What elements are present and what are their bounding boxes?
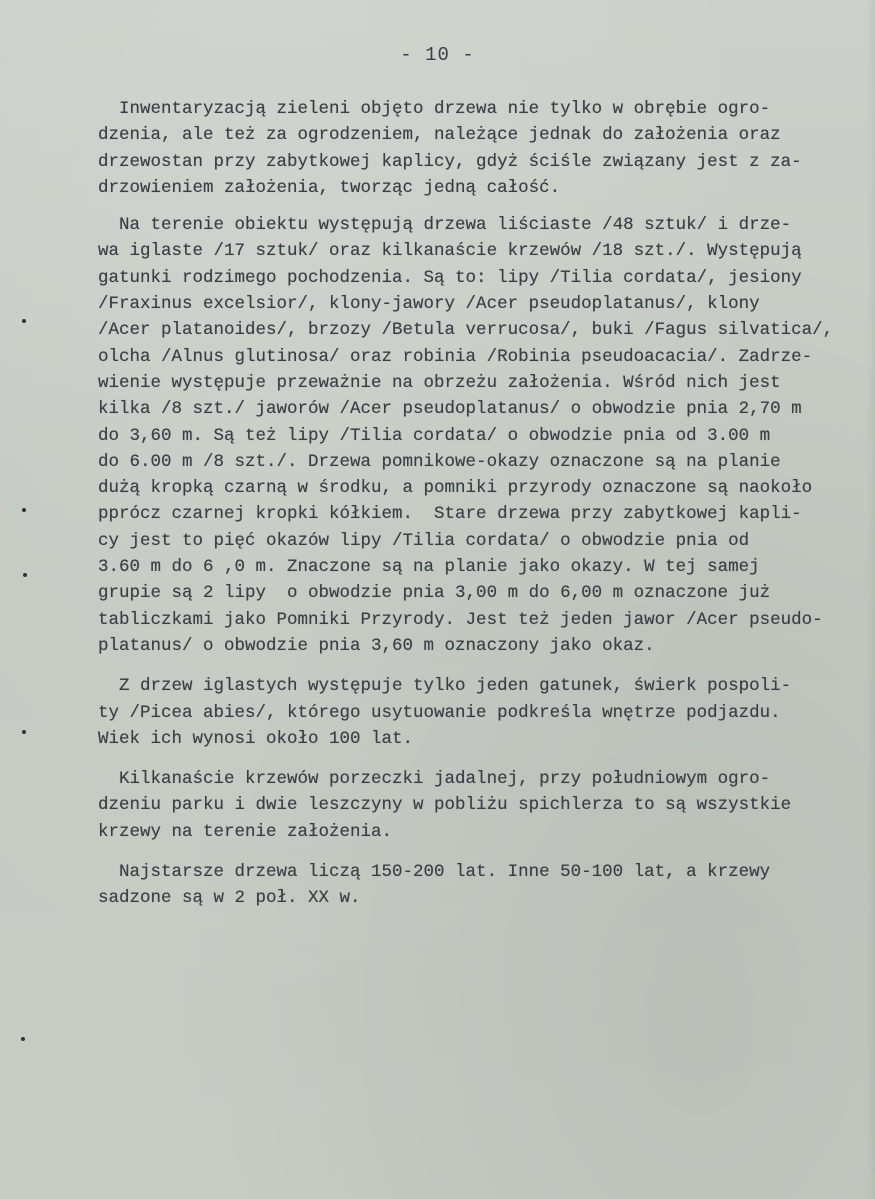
document-body bbox=[98, 96, 858, 912]
text-line: krzewy na terenie założenia. bbox=[98, 821, 393, 842]
text-line: platanus/ o obwodzie pnia 3,60 m oznaczony jako okaz. bbox=[98, 635, 655, 656]
text-line: grupie są 2 lipy o obwodzie pnia 3,00 m do 6,00 m oznaczone już bbox=[98, 583, 771, 604]
page-number: - 10 - bbox=[400, 44, 475, 66]
paragraph bbox=[98, 212, 858, 659]
text-line: dzenia, ale też za ogrodzeniem, należące jednak do założenia oraz bbox=[98, 125, 781, 146]
text-line: Na terenie obiektu występują drzewa liściaste /48 sztuk/ i drze- bbox=[98, 215, 792, 236]
paragraph bbox=[98, 766, 858, 845]
text-line: wienie występuje przeważnie na obrzeżu założenia. Wśród nich jest bbox=[98, 372, 781, 393]
text-line: Najstarsze drzewa liczą 150-200 lat. Inne 50-100 lat, a krzewy bbox=[98, 862, 771, 883]
text-line: kilka /8 szt./ jaworów /Acer pseudoplatanus/ o obwodzie pnia 2,70 m bbox=[98, 399, 802, 420]
margin-mark bbox=[22, 730, 26, 734]
text-line: Inwentaryzacją zieleni objęto drzewa nie tylko w obrębie ogro- bbox=[98, 99, 771, 119]
text-line: olcha /Alnus glutinosa/ oraz robinia /Robinia pseudoacacia/. Zadrze- bbox=[98, 346, 813, 367]
text-line: drzewostan przy zabytkowej kaplicy, gdyż ściśle związany jest z za- bbox=[98, 151, 802, 172]
paragraph bbox=[98, 96, 858, 201]
margin-mark bbox=[21, 1037, 25, 1041]
paragraph-spacing bbox=[98, 659, 858, 673]
text-line: do 3,60 m. Są też lipy /Tilia cordata/ o obwodzie pnia od 3.00 m bbox=[98, 425, 771, 446]
paragraph bbox=[98, 859, 858, 912]
text-line: Z drzew iglastych występuje tylko jeden gatunek, świerk pospoli- bbox=[98, 676, 792, 697]
paragraph-spacing bbox=[98, 201, 858, 212]
text-line: gatunki rodzimego pochodzenia. Są to: lipy /Tilia cordata/, jesiony bbox=[98, 267, 802, 288]
text-line: /Acer platanoides/, brzozy /Betula verrucosa/, buki /Fagus silvatica/, bbox=[98, 320, 834, 341]
text-line: drzowieniem założenia, tworząc jedną całość. bbox=[98, 177, 561, 198]
text-line: sadzone są w 2 poł. XX w. bbox=[98, 888, 361, 909]
text-line: 3.60 m do 6 ,0 m. Znaczone są na planie jako okazy. W tej samej bbox=[98, 557, 760, 578]
paragraph bbox=[98, 673, 858, 752]
text-line: pprócz czarnej kropki kółkiem. Stare drzewa przy zabytkowej kapli- bbox=[98, 504, 802, 525]
paper-edge-shadow bbox=[867, 0, 875, 1199]
text-line: do 6.00 m /8 szt./. Drzewa pomnikowe-okazy oznaczone są na planie bbox=[98, 451, 781, 472]
text-line: /Fraxinus excelsior/, klony-jawory /Acer pseudoplatanus/, klony bbox=[98, 294, 760, 315]
text-line: Wiek ich wynosi około 100 lat. bbox=[98, 728, 414, 749]
margin-mark bbox=[22, 508, 26, 512]
text-line: cy jest to pięć okazów lipy /Tilia cordata/ o obwodzie pnia od bbox=[98, 530, 750, 551]
paragraph-spacing bbox=[98, 752, 858, 766]
margin-mark bbox=[22, 319, 26, 323]
text-line: tabliczkami jako Pomniki Przyrody. Jest też jeden jawor /Acer pseudo- bbox=[98, 609, 823, 630]
margin-mark bbox=[23, 573, 27, 577]
paragraph-spacing bbox=[98, 845, 858, 859]
text-line: Kilkanaście krzewów porzeczki jadalnej, przy południowym ogro- bbox=[98, 769, 771, 790]
text-line: wa iglaste /17 sztuk/ oraz kilkanaście krzewów /18 szt./. Występują bbox=[98, 241, 802, 262]
text-line: ty /Picea abies/, którego usytuowanie podkreśla wnętrze podjazdu. bbox=[98, 702, 781, 723]
text-line: dużą kropką czarną w środku, a pomniki przyrody oznaczone są naokoło bbox=[98, 478, 813, 499]
text-line: dzeniu parku i dwie leszczyny w pobliżu spichlerza to są wszystkie bbox=[98, 795, 792, 816]
